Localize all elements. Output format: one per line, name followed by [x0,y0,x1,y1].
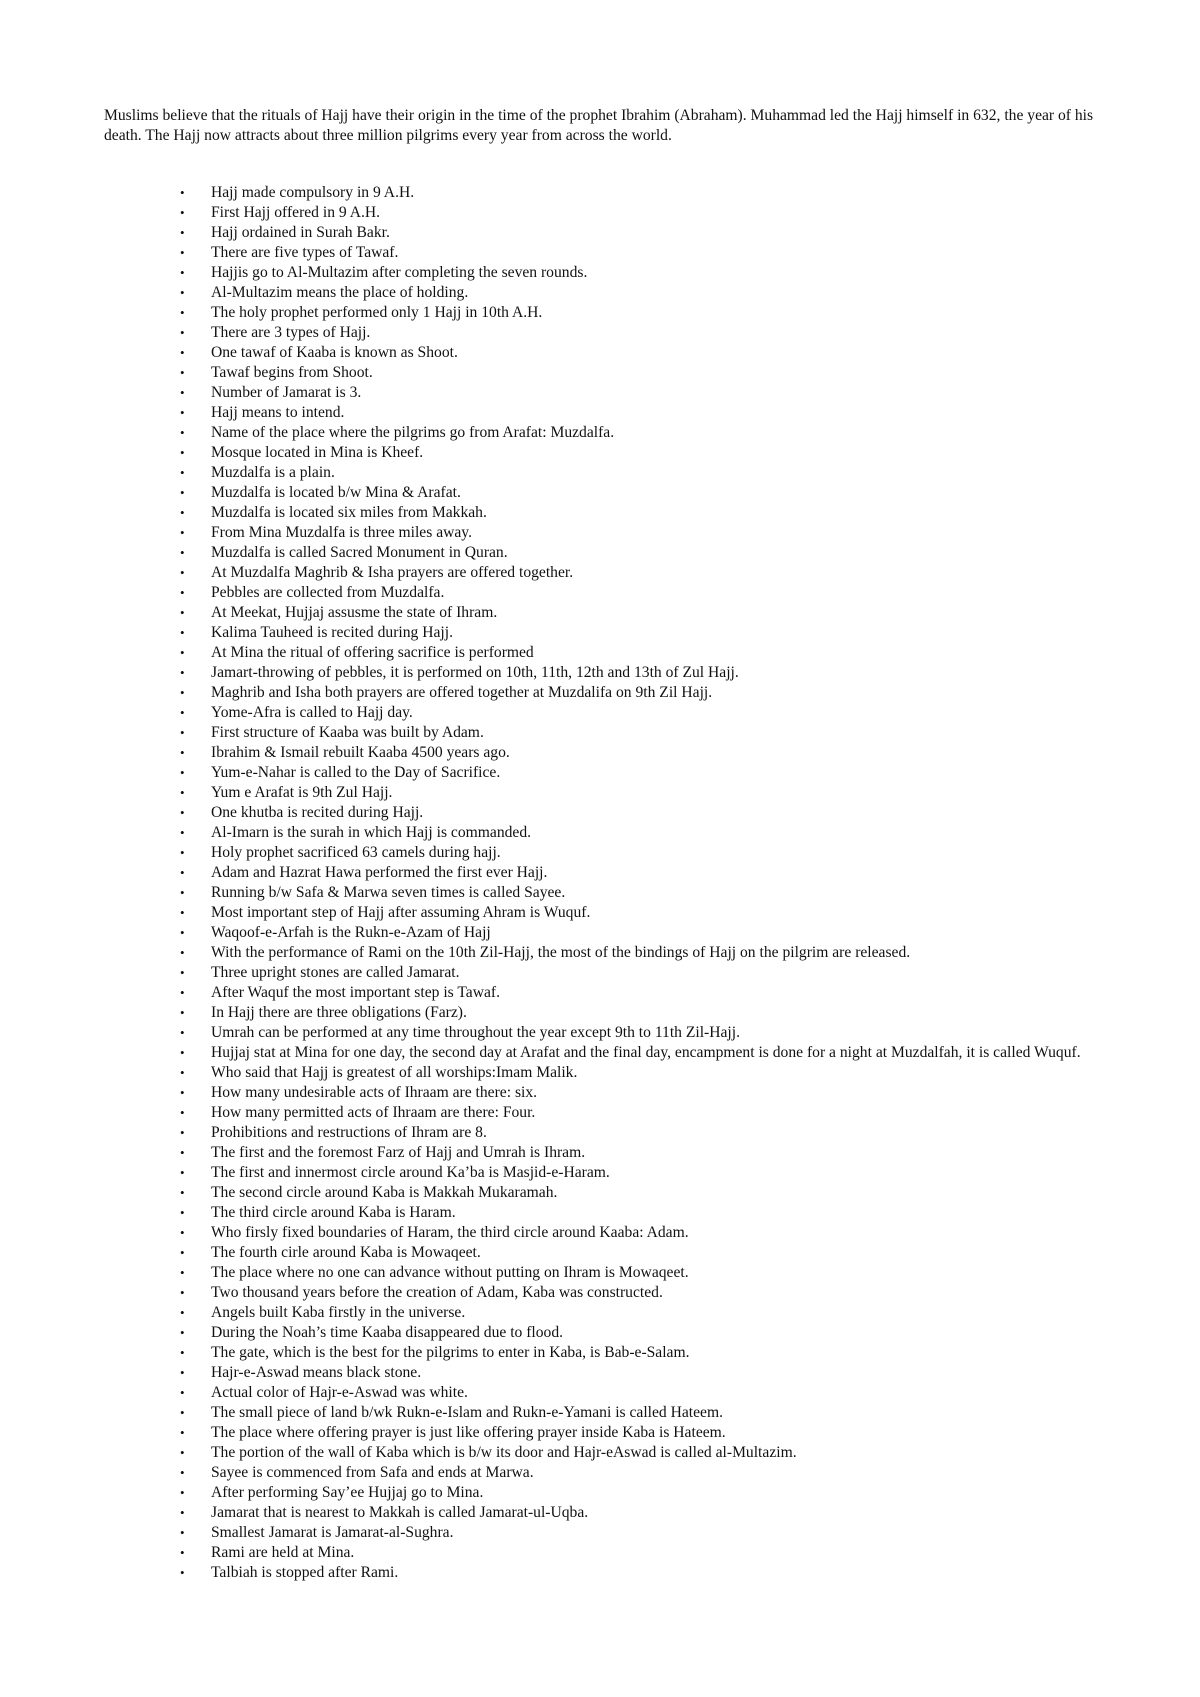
list-item: • Running b/w Safa & Marwa seven times is called Sayee. [180,883,1100,903]
list-item: • The portion of the wall of Kaba which is b/w its door and Hajr-eAswad is called al-Multazim. [180,1443,1100,1463]
list-item: • Three upright stones are called Jamarat. [180,963,1100,983]
list-item: • At Mina the ritual of offering sacrifice is performed [180,643,1100,663]
list-item: • Jamart-throwing of pebbles, it is performed on 10th, 11th, 12th and 13th of Zul Hajj. [180,663,1100,683]
list-item: • The second circle around Kaba is Makkah Mukaramah. [180,1183,1100,1203]
list-item: • Mosque located in Mina is Kheef. [180,443,1100,463]
list-item: • Hajj ordained in Surah Bakr. [180,223,1100,243]
list-item: • Talbiah is stopped after Rami. [180,1563,1100,1583]
list-item: • Kalima Tauheed is recited during Hajj. [180,623,1100,643]
list-item: • Muzdalfa is located b/w Mina & Arafat. [180,483,1100,503]
list-item: • Sayee is commenced from Safa and ends at Marwa. [180,1463,1100,1483]
list-item: • With the performance of Rami on the 10th Zil-Hajj, the most of the bindings of Hajj on the pilgrim are released. [180,943,1100,963]
list-item: • Hajjis go to Al-Multazim after completing the seven rounds. [180,263,1100,283]
list-item: • Number of Jamarat is 3. [180,383,1100,403]
list-item: • Tawaf begins from Shoot. [180,363,1100,383]
list-item: • There are five types of Tawaf. [180,243,1100,263]
list-item: • One khutba is recited during Hajj. [180,803,1100,823]
list-item: • Adam and Hazrat Hawa performed the first ever Hajj. [180,863,1100,883]
list-item: • First structure of Kaaba was built by Adam. [180,723,1100,743]
list-item: • Jamarat that is nearest to Makkah is called Jamarat-ul-Uqba. [180,1503,1100,1523]
list-item: • Ibrahim & Ismail rebuilt Kaaba 4500 years ago. [180,743,1100,763]
list-item: • Muzdalfa is located six miles from Makkah. [180,503,1100,523]
list-item: • The small piece of land b/wk Rukn-e-Islam and Rukn-e-Yamani is called Hateem. [180,1403,1100,1423]
list-item: • During the Noah’s time Kaaba disappeared due to flood. [180,1323,1100,1343]
list-item: • In Hajj there are three obligations (Farz). [180,1003,1100,1023]
facts-list [180,183,1100,1583]
list-item: • Muzdalfa is called Sacred Monument in Quran. [180,543,1100,563]
list-item: • First Hajj offered in 9 A.H. [180,203,1100,223]
list-item: • How many permitted acts of Ihraam are there: Four. [180,1103,1100,1123]
list-item: • The gate, which is the best for the pilgrims to enter in Kaba, is Bab-e-Salam. [180,1343,1100,1363]
list-item: • The place where no one can advance without putting on Ihram is Mowaqeet. [180,1263,1100,1283]
list-item: • Smallest Jamarat is Jamarat-al-Sughra. [180,1523,1100,1543]
list-item: • Who said that Hajj is greatest of all worships:Imam Malik. [180,1063,1100,1083]
list-item: • Umrah can be performed at any time throughout the year except 9th to 11th Zil-Hajj. [180,1023,1100,1043]
list-item: • Yome-Afra is called to Hajj day. [180,703,1100,723]
list-item: • Name of the place where the pilgrims go from Arafat: Muzdalfa. [180,423,1100,443]
list-item: • Yum e Arafat is 9th Zul Hajj. [180,783,1100,803]
list-item: • Who firsly fixed boundaries of Haram, the third circle around Kaaba: Adam. [180,1223,1100,1243]
list-item: • Maghrib and Isha both prayers are offered together at Muzdalifa on 9th Zil Hajj. [180,683,1100,703]
list-item: • Prohibitions and restructions of Ihram are 8. [180,1123,1100,1143]
list-item: • The third circle around Kaba is Haram. [180,1203,1100,1223]
list-item: • At Meekat, Hujjaj assusme the state of Ihram. [180,603,1100,623]
list-item: • Muzdalfa is a plain. [180,463,1100,483]
list-item: • Two thousand years before the creation of Adam, Kaba was constructed. [180,1283,1100,1303]
list-item: • Al-Multazim means the place of holding. [180,283,1100,303]
list-item: • Holy prophet sacrificed 63 camels during hajj. [180,843,1100,863]
list-item: • Al-Imarn is the surah in which Hajj is commanded. [180,823,1100,843]
list-item: • Waqoof-e-Arfah is the Rukn-e-Azam of Hajj [180,923,1100,943]
list-item: • One tawaf of Kaaba is known as Shoot. [180,343,1100,363]
list-item: • Hujjaj stat at Mina for one day, the second day at Arafat and the final day, encampment is done for a night at Muzdalfah, it is called Wuquf. [180,1043,1100,1063]
list-item: • The first and innermost circle around Ka’ba is Masjid-e-Haram. [180,1163,1100,1183]
list-item: • After performing Say’ee Hujjaj go to Mina. [180,1483,1100,1503]
list-item: • The place where offering prayer is just like offering prayer inside Kaba is Hateem. [180,1423,1100,1443]
list-item: • Hajj made compulsory in 9 A.H. [180,183,1100,203]
list-item: • Actual color of Hajr-e-Aswad was white. [180,1383,1100,1403]
list-item: • Hajr-e-Aswad means black stone. [180,1363,1100,1383]
list-item: • Pebbles are collected from Muzdalfa. [180,583,1100,603]
list-item: • Rami are held at Mina. [180,1543,1100,1563]
list-item: • At Muzdalfa Maghrib & Isha prayers are offered together. [180,563,1100,583]
list-item: • Hajj means to intend. [180,403,1100,423]
list-item: • Angels built Kaba firstly in the universe. [180,1303,1100,1323]
list-item: • The first and the foremost Farz of Hajj and Umrah is Ihram. [180,1143,1100,1163]
intro-paragraph: Muslims believe that the rituals of Hajj have their origin in the time of the prophet Ibrahim (Abraham). Muhammad led the Hajj himself in 632, the year of his death. The Hajj now attracts about three million pilgrims every year from across the world. [104,107,1094,144]
list-item: • Yum-e-Nahar is called to the Day of Sacrifice. [180,763,1100,783]
list-item: • There are 3 types of Hajj. [180,323,1100,343]
list-item: • How many undesirable acts of Ihraam are there: six. [180,1083,1100,1103]
list-item: • The holy prophet performed only 1 Hajj in 10th A.H. [180,303,1100,323]
list-item: • Most important step of Hajj after assuming Ahram is Wuquf. [180,903,1100,923]
list-item: • The fourth cirle around Kaba is Mowaqeet. [180,1243,1100,1263]
list-item: • From Mina Muzdalfa is three miles away. [180,523,1100,543]
list-item: • After Waquf the most important step is Tawaf. [180,983,1100,1003]
